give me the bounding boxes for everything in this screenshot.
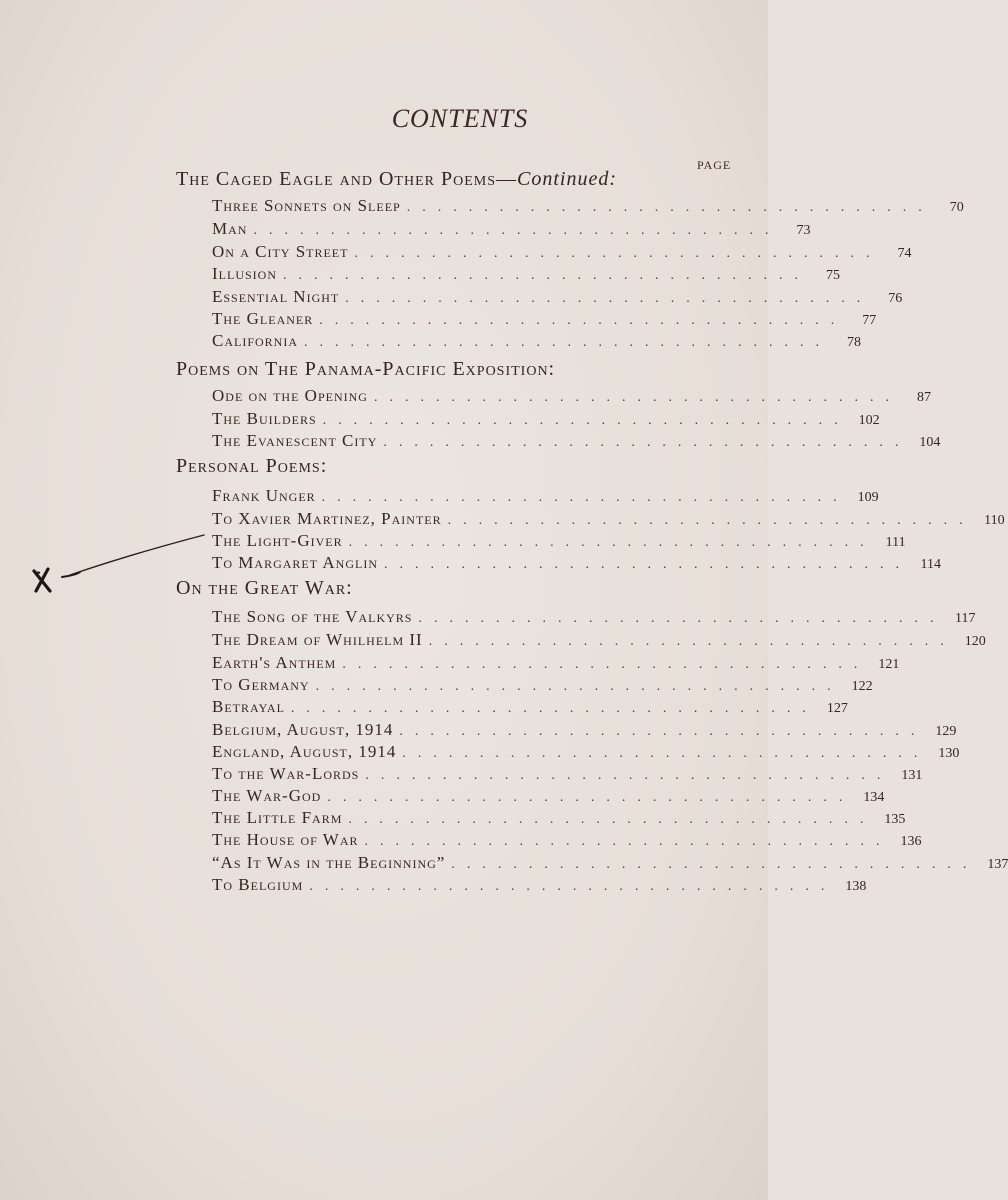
entry-page: 109 — [857, 490, 879, 505]
entry-title: The Evanescent City — [212, 431, 378, 450]
toc-entry: Betrayal .................................. 127 — [212, 697, 848, 716]
entry-page: 76 — [888, 291, 903, 306]
toc-entry: Illusion .................................. 75 — [212, 264, 840, 283]
entry-page: 78 — [847, 335, 862, 350]
entry-title: The Light-Giver — [212, 531, 343, 550]
entry-title: The Little Farm — [212, 808, 343, 827]
entry-title: Ode on the Opening — [212, 386, 368, 405]
entry-page: 110 — [984, 513, 1005, 528]
toc-entry: The Light-Giver .................................. 111 — [212, 531, 906, 550]
entry-page: 73 — [796, 223, 811, 238]
entry-title: Belgium, August, 1914 — [212, 720, 394, 739]
entry-title: The Song of the Valkyrs — [212, 607, 413, 626]
toc-entry: Earth's Anthem .................................. 121 — [212, 653, 900, 672]
entry-title: To the War-Lords — [212, 764, 360, 783]
section-heading: Poems on The Panama-Pacific Exposition: — [176, 358, 556, 380]
entry-title: The Gleaner — [212, 309, 314, 328]
section-heading — [176, 168, 617, 191]
entry-title: The House of War — [212, 830, 359, 849]
entry-page: 131 — [901, 768, 923, 783]
toc-entry: To Germany .................................. 122 — [212, 675, 873, 694]
entry-title: To Margaret Anglin — [212, 553, 378, 572]
entry-page: 136 — [900, 834, 922, 849]
toc-entry: The Little Farm .................................. 135 — [212, 808, 906, 827]
toc-entry: England, August, 1914 .................................. 130 — [212, 742, 960, 761]
toc-entry: Frank Unger .................................. 109 — [212, 486, 879, 505]
toc-entry: “As It Was in the Beginning” .................................. 137 — [212, 853, 1008, 872]
entry-title: California — [212, 331, 299, 350]
entry-page: 74 — [897, 246, 912, 261]
toc-entry: To Xavier Martinez, Painter .................................. 110 — [212, 509, 1005, 528]
entry-page: 120 — [964, 634, 986, 649]
entry-title: Earth's Anthem — [212, 653, 337, 672]
entry-title: The War-God — [212, 786, 322, 805]
toc-entry: The Song of the Valkyrs .................................. 117 — [212, 607, 976, 626]
toc-entry: The War-God .................................. 134 — [212, 786, 885, 805]
section-heading: On the Great War: — [176, 577, 353, 599]
toc-entry: The Evanescent City .................................. 104 — [212, 431, 941, 450]
entry-title: Three Sonnets on Sleep — [212, 196, 401, 215]
section-title: The Caged Eagle and Other Poems— — [176, 168, 517, 190]
toc-entry: The House of War .................................. 136 — [212, 830, 922, 849]
entry-page: 138 — [845, 879, 867, 894]
toc-entry: To Belgium .................................. 138 — [212, 875, 867, 894]
entry-title: Essential Night — [212, 287, 340, 306]
toc-entry: Man .................................. 73 — [212, 219, 811, 238]
entry-page: 135 — [884, 812, 906, 827]
toc-entry: Essential Night .................................. 76 — [212, 287, 903, 306]
entry-page: 137 — [987, 857, 1008, 872]
entry-page: 121 — [878, 657, 900, 672]
entry-page: 114 — [920, 557, 941, 572]
entry-title: On a City Street — [212, 242, 349, 261]
entry-page: 87 — [916, 390, 931, 405]
entry-page: 129 — [935, 724, 957, 739]
toc-entry: On a City Street .................................. 74 — [212, 242, 912, 261]
entry-page: 102 — [858, 413, 880, 428]
entry-page: 117 — [955, 611, 976, 626]
entry-page: 104 — [919, 435, 941, 450]
entry-title: To Germany — [212, 675, 310, 694]
entry-title: Illusion — [212, 264, 277, 283]
toc-entry: The Gleaner .................................. 77 — [212, 309, 877, 328]
entry-title: Frank Unger — [212, 486, 316, 505]
page-title: CONTENTS — [391, 104, 529, 133]
entry-title: “As It Was in the Beginning” — [212, 853, 446, 872]
continued-label: Continued: — [517, 168, 617, 190]
toc-entry: Belgium, August, 1914 .................................. 129 — [212, 720, 957, 739]
entry-page: 77 — [862, 313, 877, 328]
toc-entry: The Builders .................................. 102 — [212, 409, 880, 428]
entry-title: The Dream of Whilhelm II — [212, 630, 423, 649]
entry-page: 130 — [938, 746, 960, 761]
entry-page: 70 — [949, 200, 964, 215]
entry-page: 127 — [826, 701, 848, 716]
page-column-label: PAGE — [697, 158, 732, 172]
section-heading: Personal Poems: — [176, 455, 328, 477]
toc-entry: California .................................. 78 — [212, 331, 862, 350]
entry-title: To Belgium — [212, 875, 304, 894]
entry-title: Betrayal — [212, 697, 285, 716]
entry-page: 122 — [851, 679, 873, 694]
entry-title: To Xavier Martinez, Painter — [212, 509, 442, 528]
entry-title: The Builders — [212, 409, 317, 428]
toc-entry: To the War-Lords .................................. 131 — [212, 764, 923, 783]
toc-entry: To Margaret Anglin .................................. 114 — [212, 553, 941, 572]
toc-entry: Three Sonnets on Sleep .................................. 70 — [212, 196, 964, 215]
entry-page: 134 — [863, 790, 885, 805]
entry-title: Man — [212, 219, 248, 238]
handwritten-x-mark-icon — [28, 525, 228, 595]
entry-title: England, August, 1914 — [212, 742, 397, 761]
toc-entry: The Dream of Whilhelm II .................................. 120 — [212, 630, 986, 649]
entry-page: 75 — [826, 268, 840, 283]
toc-entry: Ode on the Opening .................................. 87 — [212, 386, 931, 405]
entry-page: 111 — [885, 535, 906, 550]
